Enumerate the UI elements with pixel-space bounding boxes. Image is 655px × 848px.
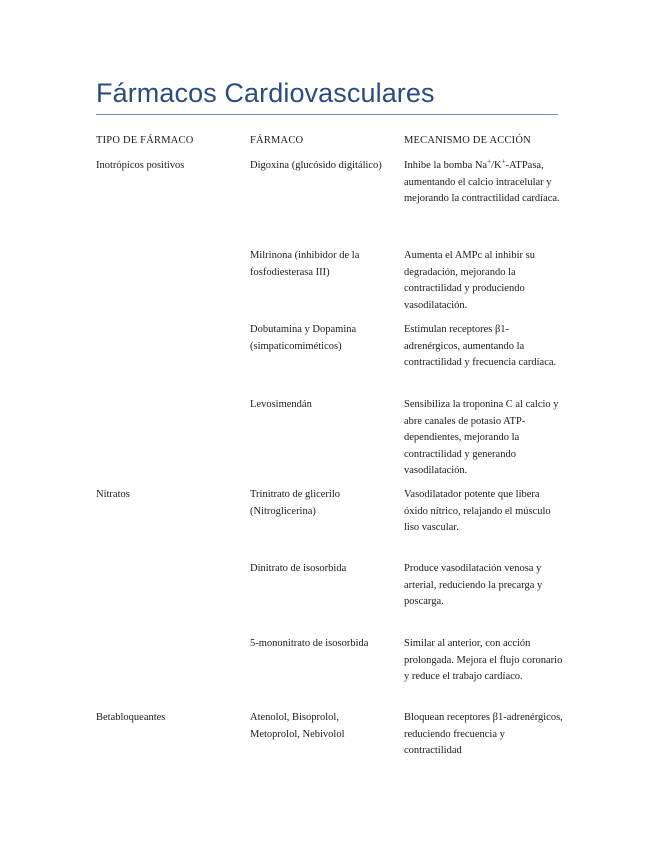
table-cell-mechanism [404, 158, 564, 208]
mechanism-text: /K [491, 160, 502, 171]
table-cell-mechanism: Aumenta el AMPc al inhibir su degradación, mejorando la contractilidad y produciendo vasodilatación. [404, 250, 535, 311]
page-title: Fármacos Cardiovasculares [96, 78, 435, 108]
table-cell-drug: Dobutamina y Dopamina (simpaticomiméticos) [250, 324, 357, 352]
table-cell-mechanism: Bloquean receptores β1-adrenérgicos, reduciendo frecuencia y contractilidad [404, 712, 563, 756]
table-cell-drug: 5-mononitrato de isosorbida [250, 638, 369, 649]
table-cell-mechanism: Estimulan receptores β1-adrenérgicos, aumentando la contractilidad y frecuencia cardíaca. [404, 324, 557, 368]
table-cell-type: Nitratos [96, 489, 130, 500]
table-cell-mechanism: Vasodilatador potente que libera óxido nítrico, relajando el músculo liso vascular. [404, 489, 551, 533]
column-header-type: TIPO DE FÁRMACO [96, 135, 194, 146]
mechanism-text: Inhibe la bomba Na [404, 160, 488, 171]
title-underline [96, 114, 558, 115]
table-cell-drug: Dinitrato de isosorbida [250, 563, 347, 574]
table-cell-type: Inotrópicos positivos [96, 160, 185, 171]
column-header-drug: FÁRMACO [250, 135, 304, 146]
column-header-mechanism: MECANISMO DE ACCIÓN [404, 135, 531, 146]
table-cell-mechanism: Similar al anterior, con acción prolongada. Mejora el flujo coronario y reduce el trabajo cardíaco. [404, 638, 563, 682]
table-cell-drug: Trinitrato de glicerilo (Nitroglicerina) [250, 489, 341, 517]
table-cell-drug: Digoxina (glucósido digitálico) [250, 160, 382, 171]
table-cell-drug: Milrinona (inhibidor de la fosfodiesterasa III) [250, 250, 360, 278]
superscript-plus: + [487, 157, 492, 166]
table-cell-drug: Atenolol, Bisoprolol, Metoprolol, Nebivolol [250, 712, 345, 740]
table-cell-mechanism: Produce vasodilatación venosa y arterial, reduciendo la precarga y poscarga. [404, 563, 543, 607]
superscript-plus: + [501, 157, 506, 166]
table-cell-mechanism: Sensibiliza la troponina C al calcio y abre canales de potasio ATP-dependientes, mejorando la contractilidad y generando vasodilatación. [404, 399, 559, 476]
table-cell-type: Betabloqueantes [96, 712, 166, 723]
mechanism-text: -ATPasa, aumentando el calcio intracelular y mejorando la contractilidad cardíaca. [404, 160, 560, 204]
table-cell-drug: Levosimendán [250, 399, 312, 410]
